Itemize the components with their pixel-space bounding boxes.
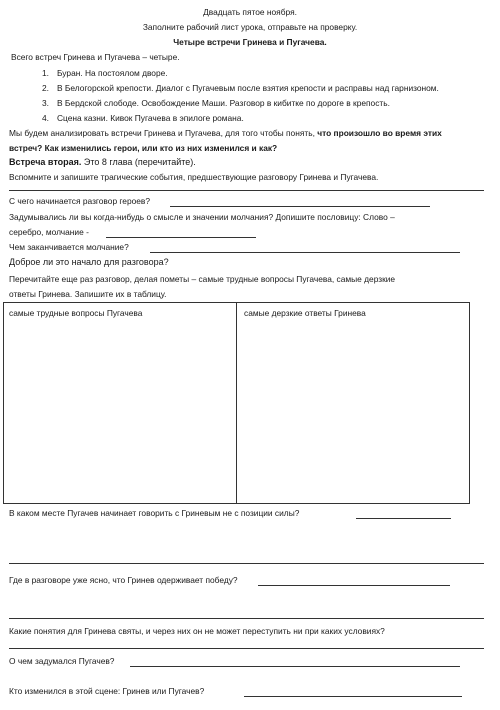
analysis-bold: что произошло во время этих	[317, 128, 442, 138]
question-victory: Где в разговоре уже ясно, что Гринев одерживает победу?	[9, 575, 238, 585]
meeting2-heading-bold: Встреча вторая.	[9, 157, 82, 167]
instruction-line: Заполните рабочий лист урока, отправьте на проверку.	[142, 22, 358, 32]
answers-cell[interactable]	[238, 319, 467, 501]
question-pugachev-thought: О чем задумался Пугачев?	[9, 656, 115, 666]
table-header-questions: самые трудные вопросы Пугачева	[9, 308, 143, 318]
questions-cell[interactable]	[5, 319, 234, 501]
intro-text: Всего встреч Гринева и Пугачева – четыре.	[11, 52, 180, 62]
meeting2-heading	[9, 158, 196, 167]
answer-line[interactable]	[130, 666, 460, 667]
question-start: С чего начинается разговор героев?	[9, 196, 151, 206]
list-number: 4.	[42, 113, 49, 123]
reread-task-1: Перечитайте еще раз разговор, делая пометы – самые трудные вопросы Пугачева, самые дерзкие	[9, 274, 396, 284]
analysis-line-1	[9, 129, 442, 137]
analysis-line-2: встреч? Как изменились герои, или кто из них изменился и как?	[9, 143, 278, 153]
answer-line[interactable]	[170, 206, 430, 207]
answer-line[interactable]	[9, 563, 484, 564]
answer-line[interactable]	[356, 518, 451, 519]
list-number: 2.	[42, 83, 49, 93]
question-end-silence: Чем заканчивается молчание?	[9, 242, 129, 252]
question-silence: Задумывались ли вы когда-нибудь о смысле и значении молчания? Допишите пословицу: Слово –	[9, 212, 395, 222]
list-text: В Белогорской крепости. Диалог с Пугачевым после взятия крепости и расправы над гарнизоном.	[57, 83, 439, 93]
question-not-force: В каком месте Пугачев начинает говорить с Гриневым не с позиции силы?	[9, 508, 300, 518]
table-divider	[236, 303, 237, 503]
list-number: 3.	[42, 98, 49, 108]
proverb-line: серебро, молчание -	[9, 227, 89, 237]
list-text: В Бердской слободе. Освобождение Маши. Разговор в кибитке по дороге в крепость.	[57, 98, 390, 108]
answer-line[interactable]	[9, 618, 484, 619]
analysis-plain: Мы будем анализировать встречи Гринева и Пугачева, для того чтобы понять,	[9, 128, 318, 138]
question-who-changed: Кто изменился в этой сцене: Гринев или Пугачев?	[9, 686, 205, 696]
question-good-start: Доброе ли это начало для разговора?	[9, 257, 169, 267]
answer-line[interactable]	[106, 237, 256, 238]
answer-line[interactable]	[9, 190, 484, 191]
page-title: Четыре встречи Гринева и Пугачева.	[173, 37, 327, 47]
list-number: 1.	[42, 68, 49, 78]
table-header-answers: самые дерзкие ответы Гринева	[244, 308, 366, 318]
answers-table	[3, 302, 470, 504]
reread-task-2: ответы Гринева. Запишите их в таблицу.	[9, 289, 167, 299]
meeting2-heading-rest: Это 8 глава (перечитайте).	[81, 157, 196, 167]
date-line: Двадцать пятое ноября.	[203, 7, 297, 17]
meeting2-task: Вспомните и запишите трагические события, предшествующие разговору Гринева и Пугачева.	[9, 172, 379, 182]
list-text: Буран. На постоялом дворе.	[57, 68, 168, 78]
question-sacred: Какие понятия для Гринева святы, и через них он не может переступить ни при каких условиях?	[9, 626, 385, 636]
answer-line[interactable]	[244, 696, 462, 697]
answer-line[interactable]	[9, 648, 484, 649]
list-text: Сцена казни. Кивок Пугачева в эпилоге романа.	[57, 113, 244, 123]
answer-line[interactable]	[258, 585, 450, 586]
answer-line[interactable]	[150, 252, 460, 253]
